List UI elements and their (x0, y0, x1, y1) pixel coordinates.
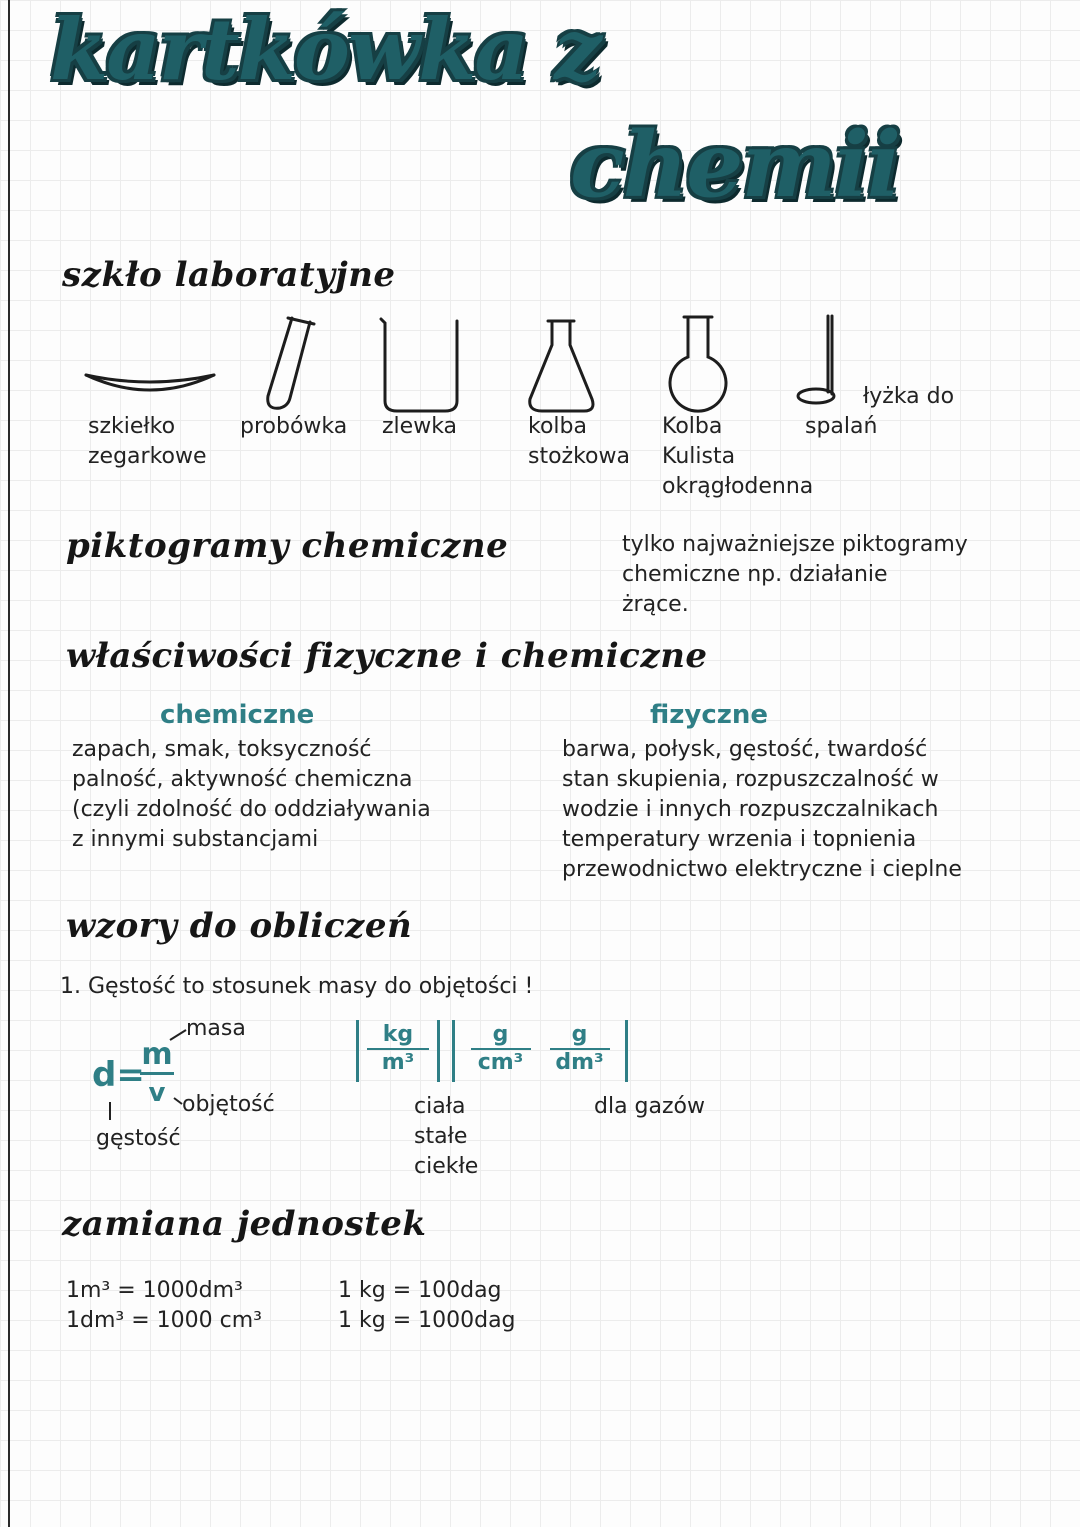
label-mass: masa (186, 1016, 246, 1041)
section-heading-conversion: zamiana jednostek (62, 1204, 427, 1244)
pictograms-note: tylko najważniejsze piktogramy chemiczne np. działanie żrące. (622, 532, 968, 617)
physical-properties-title: fizyczne (650, 700, 769, 730)
conversion-mass-units: 1 kg = 100dag 1 kg = 1000dag (338, 1278, 516, 1333)
label-test-tube: probówka (240, 414, 348, 439)
label-round-flask: Kolba Kulista okrągłodenna (662, 414, 814, 499)
label-solids-liquids: ciała stałe ciekłe (414, 1094, 479, 1179)
chemical-properties-list: zapach, smak, toksyczność palność, aktywność chemiczna (czyli zdolność do oddziaływania z innymi substancjami (72, 737, 431, 852)
formula-pointer-lines (90, 1020, 210, 1130)
physical-properties-list: barwa, połysk, gęstość, twardość stan skupienia, rozpuszczalność w wodzie i innych rozpuszczalnikach temperatury wrzenia i topnienia przewodnictwo elektryczne i cieplne (562, 737, 962, 882)
page-title-line2: chemii (570, 112, 900, 218)
test-tube-icon (258, 312, 318, 412)
fraction-denominator-v: v (148, 1078, 166, 1108)
label-volume: objętość (182, 1092, 275, 1117)
label-conical-flask: kolba stożkowa (528, 414, 630, 469)
label-gases: dla gazów (594, 1094, 705, 1119)
label-density: gęstość (96, 1126, 181, 1151)
label-beaker: zlewka (382, 414, 458, 439)
page-title-line1: kartkówka z (50, 0, 600, 99)
notebook-margin-line (8, 0, 10, 1527)
fraction-numerator-m: m (140, 1038, 174, 1075)
chemical-properties-title: chemiczne (160, 700, 315, 730)
density-symbol: d= (92, 1055, 145, 1095)
round-flask-icon (658, 313, 738, 413)
unit-bracket-g-cm3-dm3: g g cm³ dm³ (452, 1020, 628, 1082)
section-heading-lab: szkło laboratyjne (62, 255, 396, 295)
conversion-volume-units: 1m³ = 1000dm³ 1dm³ = 1000 cm³ (66, 1278, 262, 1333)
label-combustion-spoon: łyżka do spalań (805, 384, 955, 439)
beaker-icon (375, 315, 465, 415)
section-heading-pictograms: piktogramy chemiczne (66, 526, 509, 566)
section-heading-properties: właściwości fizyczne i chemiczne (66, 636, 708, 676)
watch-glass-icon (80, 365, 220, 405)
unit-bracket-kg-m3: kg m³ (356, 1020, 440, 1082)
conical-flask-icon (522, 315, 602, 415)
section-heading-formulas: wzory do obliczeń (66, 906, 413, 946)
density-definition: 1. Gęstość to stosunek masy do objętości ! (60, 974, 534, 999)
label-watch-glass: szkiełko zegarkowe (88, 414, 207, 469)
